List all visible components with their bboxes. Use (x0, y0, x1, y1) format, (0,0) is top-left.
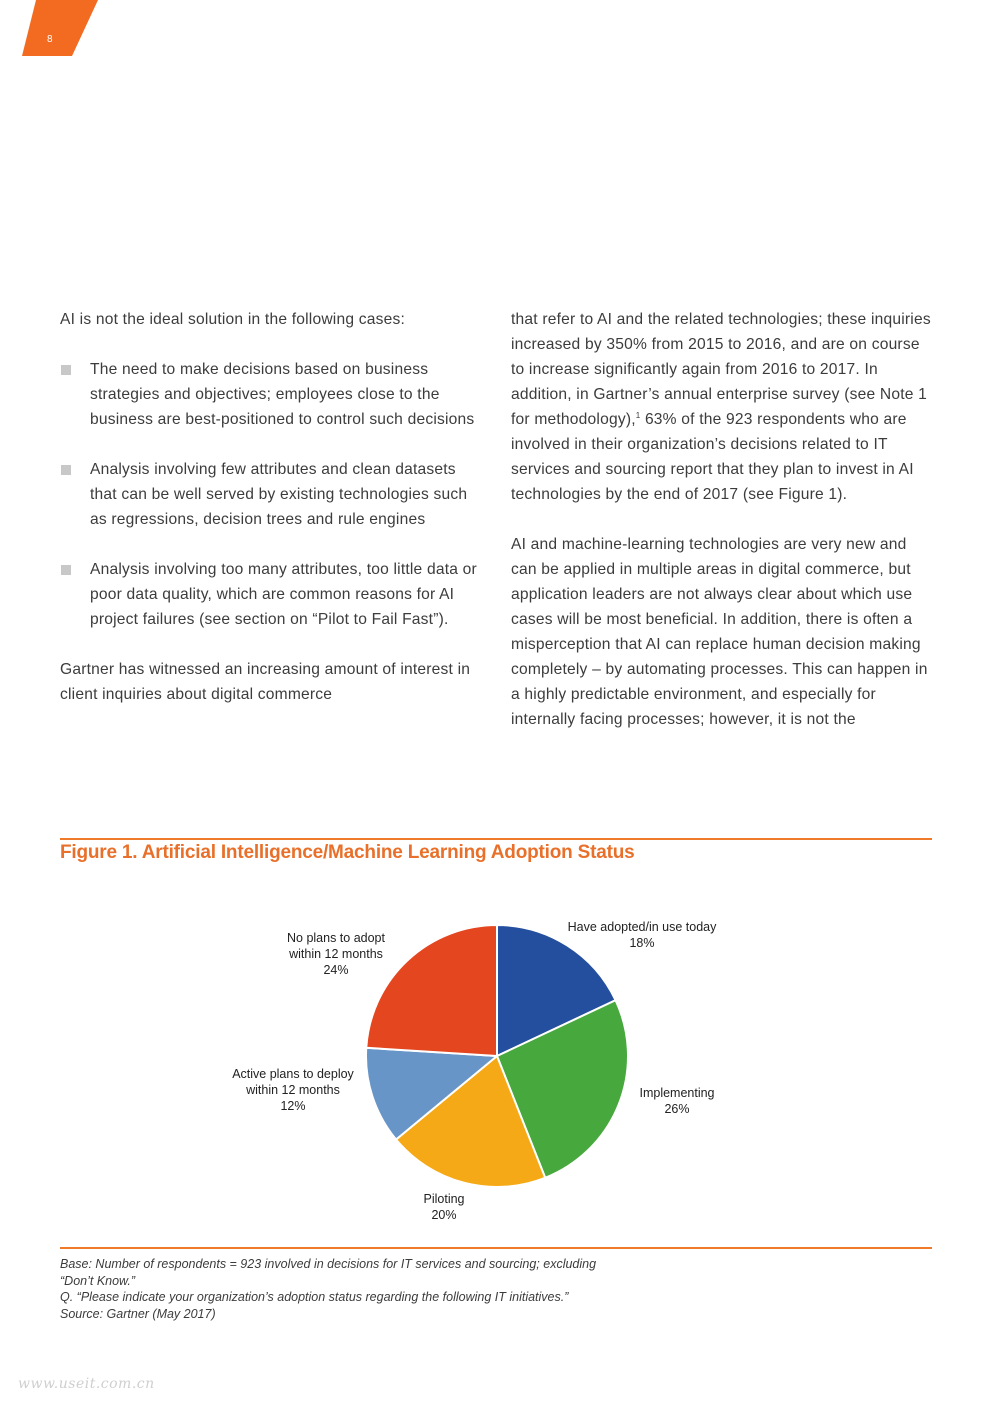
bullet-list (60, 357, 480, 632)
bullet-text: Analysis involving too many attributes, too little data or poor data quality, which are common reasons for AI project failures (see section on “Pilot to Fail Fast”). (90, 561, 477, 628)
intro-paragraph: AI is not the ideal solution in the following cases: (60, 311, 405, 328)
note-reference: 1 (635, 410, 641, 420)
pie-label-line: No plans to adopt (287, 931, 385, 945)
pie-label-line: within 12 months (289, 947, 383, 961)
pie-label-line: within 12 months (246, 1083, 340, 1097)
footnote-question: Q. “Please indicate your organization’s adoption status regarding the following IT initiatives.” (60, 1290, 569, 1304)
pie-label-line: 26% (664, 1102, 690, 1116)
figure-footnote (60, 1256, 700, 1322)
bullet-item (60, 357, 480, 432)
bullet-item (60, 457, 480, 532)
left-column (60, 307, 480, 732)
figure-bottom-rule (60, 1247, 932, 1249)
pie-slice-label (639, 1085, 714, 1117)
pie-slice (366, 925, 497, 1056)
pie-label-line: 18% (629, 936, 655, 950)
survey-text-end: 63% of the 923 respondents who are involved in their organization’s decisions related to IT services and sourcing report that they plan to invest in AI technologies by the end of 2017 (see Figure 1). (511, 411, 914, 503)
pie-chart (200, 900, 800, 1240)
footnote-base-line1: Base: Number of respondents = 923 involved in decisions for IT services and sourcing; excluding (60, 1257, 597, 1271)
pie-label-line: Have adopted/in use today (567, 920, 717, 934)
pie-label-line: 24% (323, 963, 349, 977)
pie-slice-label (424, 1191, 465, 1223)
pie-label-line: Active plans to deploy (232, 1067, 354, 1081)
square-bullet-icon (61, 365, 71, 375)
page-number-tab (0, 0, 110, 58)
pie-label-line: Implementing (639, 1086, 715, 1100)
bullet-text: The need to make decisions based on business strategies and objectives; employees close to the business are best-positioned to control such decisions (90, 361, 475, 428)
bullet-item (60, 557, 480, 632)
bullet-text: Analysis involving few attributes and clean datasets that can be well served by existing technologies such as regressions, decision trees and rule engines (90, 461, 468, 528)
page-number: 8 (47, 34, 53, 45)
pie-label-line: Piloting (423, 1192, 465, 1206)
right-column (511, 307, 931, 757)
square-bullet-icon (61, 565, 71, 575)
misperception-paragraph: AI and machine-learning technologies are very new and can be applied in multiple areas in digital commerce, but application leaders are not always clear about which use cases will be most beneficial. In addition, there is often a misperception that AI can replace human decision making completely – by automating processes. This can happen in a highly predictable environment, and especially for internally facing processes; however, it is not the (511, 536, 928, 728)
pie-label-line: 12% (280, 1099, 306, 1113)
pie-slice-label (568, 919, 717, 951)
closing-paragraph: Gartner has witnessed an increasing amount of interest in client inquiries about digital commerce (60, 661, 471, 703)
footnote-base-line2: “Don’t Know.” (60, 1273, 136, 1288)
pie-label-line: 20% (431, 1208, 457, 1222)
pie-slice-label (287, 930, 385, 978)
footnote-source: Source: Gartner (May 2017) (60, 1306, 216, 1321)
watermark: www.useit.com.cn (18, 1376, 155, 1392)
survey-text-start: that refer to AI and the related technologies; these inquiries increased by 350% from 2015 to 2016, and are on course to increase significantly again from 2016 to 2017. In addition, in Gartner’s annual enterprise survey (see Note 1 for methodology), (511, 311, 931, 428)
figure-top-rule (60, 838, 932, 840)
square-bullet-icon (61, 465, 71, 475)
figure-title: Figure 1. Artificial Intelligence/Machine Learning Adoption Status (60, 842, 635, 863)
pie-slice-label (232, 1066, 354, 1114)
survey-paragraph (511, 307, 931, 507)
page-tab-shape (0, 0, 110, 58)
